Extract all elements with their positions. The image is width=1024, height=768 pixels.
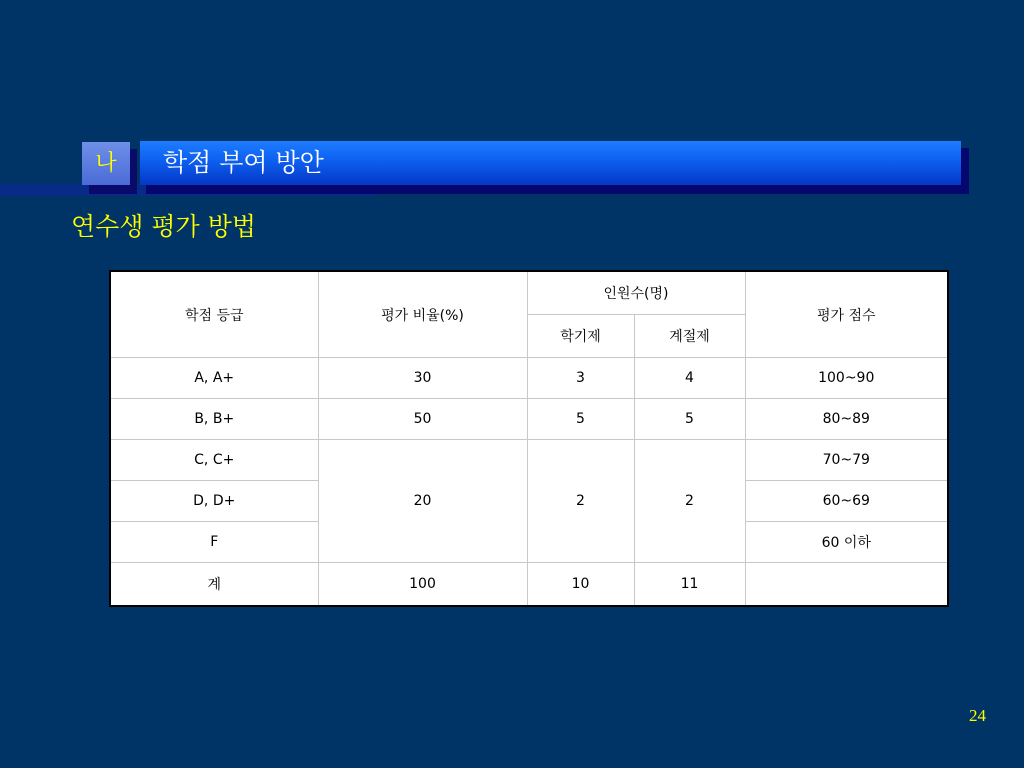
cell-score: 60 이하 bbox=[745, 522, 948, 563]
section-badge: 나 bbox=[82, 142, 130, 185]
header-score: 평가 점수 bbox=[745, 271, 948, 358]
cell-ratio: 30 bbox=[318, 358, 527, 399]
evaluation-table bbox=[109, 270, 949, 607]
cell-grade: F bbox=[110, 522, 318, 563]
cell-score: 70~79 bbox=[745, 440, 948, 481]
cell-term: 5 bbox=[634, 399, 745, 440]
cell-term: 4 bbox=[634, 358, 745, 399]
cell-ratio: 50 bbox=[318, 399, 527, 440]
total-score bbox=[745, 563, 948, 607]
cell-score: 100~90 bbox=[745, 358, 948, 399]
total-ratio: 100 bbox=[318, 563, 527, 607]
cell-ratio: 20 bbox=[318, 440, 527, 563]
header-term: 계절제 bbox=[634, 315, 745, 358]
header-headcount: 인원수(명) bbox=[527, 271, 745, 315]
table-row bbox=[110, 358, 948, 399]
cell-semester: 2 bbox=[527, 440, 634, 563]
cell-grade: A, A+ bbox=[110, 358, 318, 399]
cell-grade: C, C+ bbox=[110, 440, 318, 481]
total-label: 계 bbox=[110, 563, 318, 607]
table-total-row bbox=[110, 563, 948, 607]
page-title: 학점 부여 방안 bbox=[163, 148, 324, 177]
header-ratio: 평가 비율(%) bbox=[318, 271, 527, 358]
total-term: 11 bbox=[634, 563, 745, 607]
header-grade: 학점 등급 bbox=[110, 271, 318, 358]
cell-term: 2 bbox=[634, 440, 745, 563]
cell-semester: 5 bbox=[527, 399, 634, 440]
page-number: 24 bbox=[969, 706, 986, 725]
total-semester: 10 bbox=[527, 563, 634, 607]
table-header-row bbox=[110, 271, 948, 315]
table-row bbox=[110, 399, 948, 440]
cell-score: 60~69 bbox=[745, 481, 948, 522]
cell-grade: D, D+ bbox=[110, 481, 318, 522]
header-semester: 학기제 bbox=[527, 315, 634, 358]
section-subtitle: 연수생 평가 방법 bbox=[71, 212, 256, 241]
cell-score: 80~89 bbox=[745, 399, 948, 440]
cell-grade: B, B+ bbox=[110, 399, 318, 440]
table-row bbox=[110, 440, 948, 481]
cell-semester: 3 bbox=[527, 358, 634, 399]
